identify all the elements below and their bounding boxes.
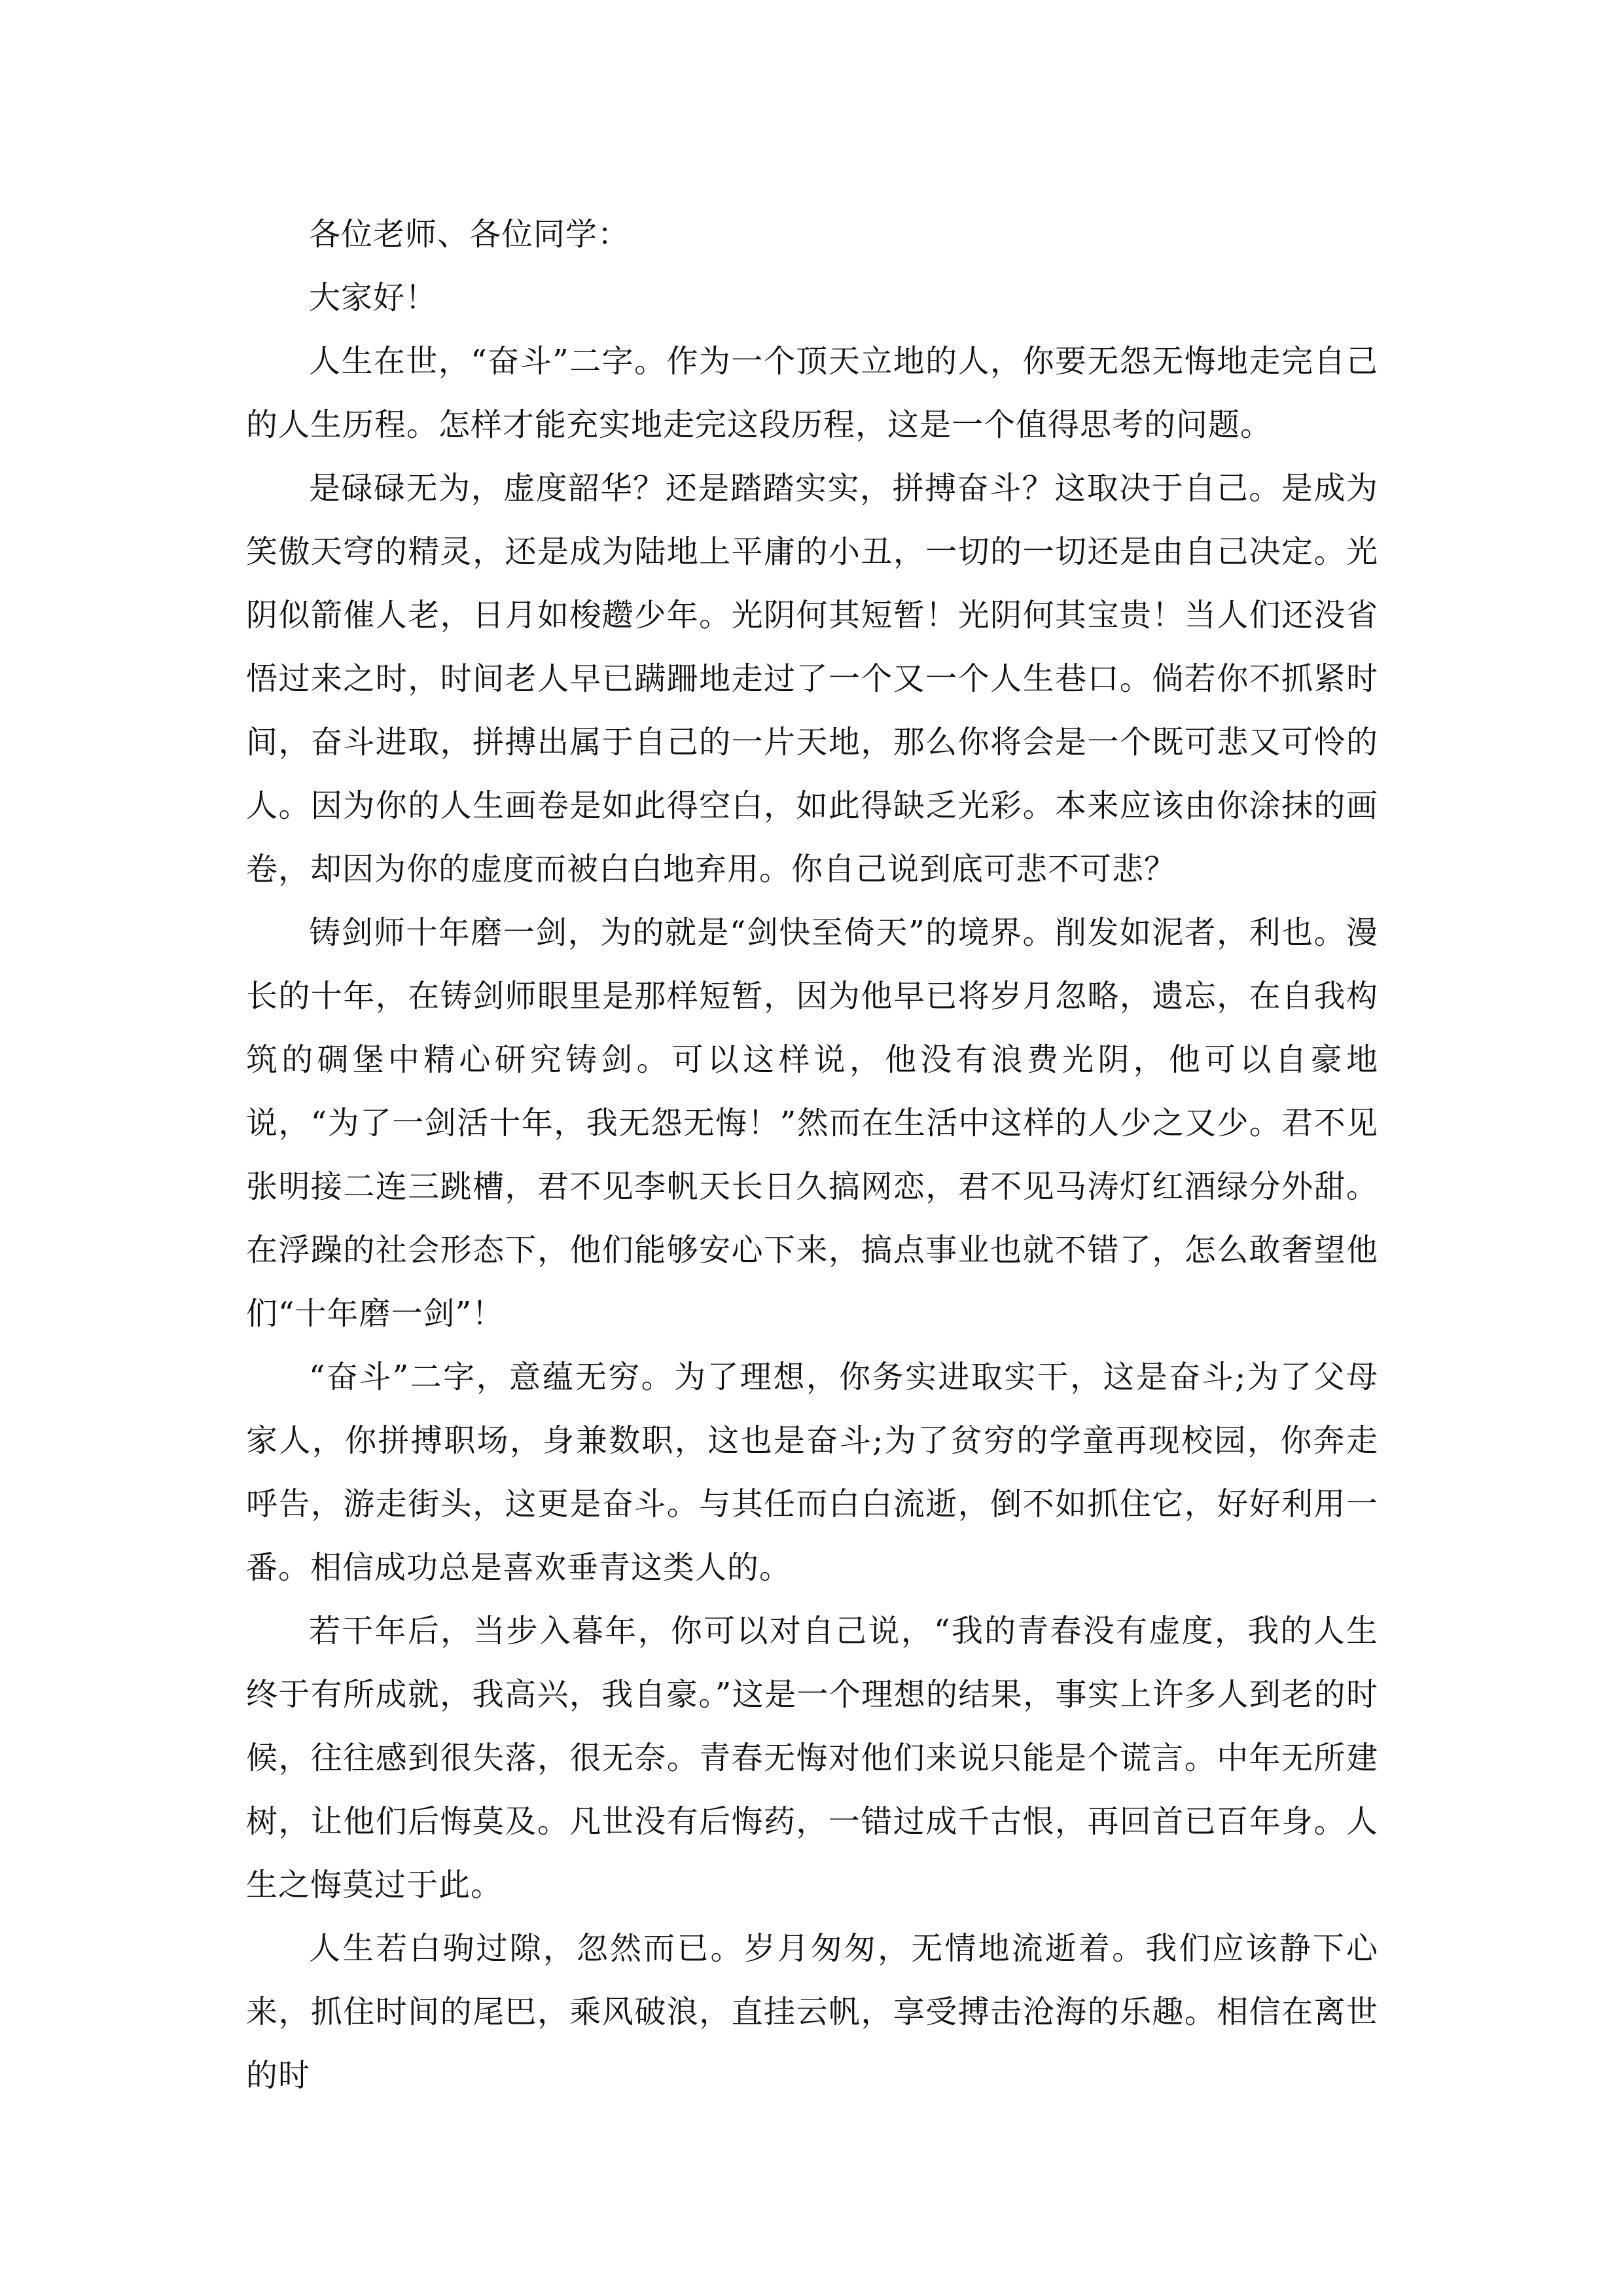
paragraph-3: 铸剑师十年磨一剑，为的就是“剑快至倚天”的境界。削发如泥者，利也。漫长的十年，在铸剑师眼里是那样短暂，因为他早已将岁月忽略，遗忘，在自我构筑的碉堡中精心研究铸剑。可以这样说，他没有浪费光阴，他可以自豪地说，“为了一剑活十年，我无怨无悔！”然而在生活中这样的人少之又少。君不见张明接二连三跳槽，君不见李帆天长日久搞网恋，君不见马涛灯红酒绿分外甜。在浮躁的社会形态下，他们能够安心下来，搞点事业也就不错了，怎么敢奢望他们“十年磨一剑”！ (246, 914, 1378, 1332)
paragraph-2: 是碌碌无为，虚度韶华？还是踏踏实实，拼搏奋斗？这取决于自己。是成为笑傲天穹的精灵，还是成为陆地上平庸的小丑，一切的一切还是由自己决定。光阴似箭催人老，日月如梭趱少年。光阴何其短暂！光阴何其宝贵！当人们还没省悟过来之时，时间老人早已蹒跚地走过了一个又一个人生巷口。倘若你不抓紧时间，奋斗进取，拼搏出属于自己的一片天地，那么你将会是一个既可悲又可怜的人。因为你的人生画卷是如此得空白，如此得缺乏光彩。本来应该由你涂抹的画卷，却因为你的虚度而被白白地弃用。你自己说到底可悲不可悲？ (246, 470, 1378, 888)
paragraph-6: 人生若白驹过隙，忽然而已。岁月匆匆，无情地流逝着。我们应该静下心来，抓住时间的尾巴，乘风破浪，直挂云帆，享受搏击沧海的乐趣。相信在离世的时 (246, 1930, 1378, 2094)
paragraph-4: “奋斗”二字，意蕴无穷。为了理想，你务实进取实干，这是奋斗;为了父母家人，你拼搏职场，身兼数职，这也是奋斗;为了贫穷的学童再现校园，你奔走呼告，游走街头，这更是奋斗。与其任而白白流逝，倒不如抓住它，好好利用一番。相信成功总是喜欢垂青这类人的。 (246, 1359, 1378, 1586)
speech-body (246, 203, 1378, 2108)
salutation: 各位老师、各位同学： (309, 216, 630, 253)
paragraph-5: 若干年后，当步入暮年，你可以对自己说，“我的青春没有虚度，我的人生终于有所成就，我高兴，我自豪。”这是一个理想的结果，事实上许多人到老的时候，往往感到很失落，很无奈。青春无悔对他们来说只能是个谎言。中年无所建树，让他们后悔莫及。凡世没有后悔药，一错过成千古恨，再回首已百年身。人生之悔莫过于此。 (246, 1613, 1378, 1903)
greeting: 大家好！ (309, 279, 438, 316)
paragraph-1: 人生在世，“奋斗”二字。作为一个顶天立地的人，你要无怨无悔地走完自己的人生历程。怎样才能充实地走完这段历程，这是一个值得思考的问题。 (246, 343, 1378, 443)
